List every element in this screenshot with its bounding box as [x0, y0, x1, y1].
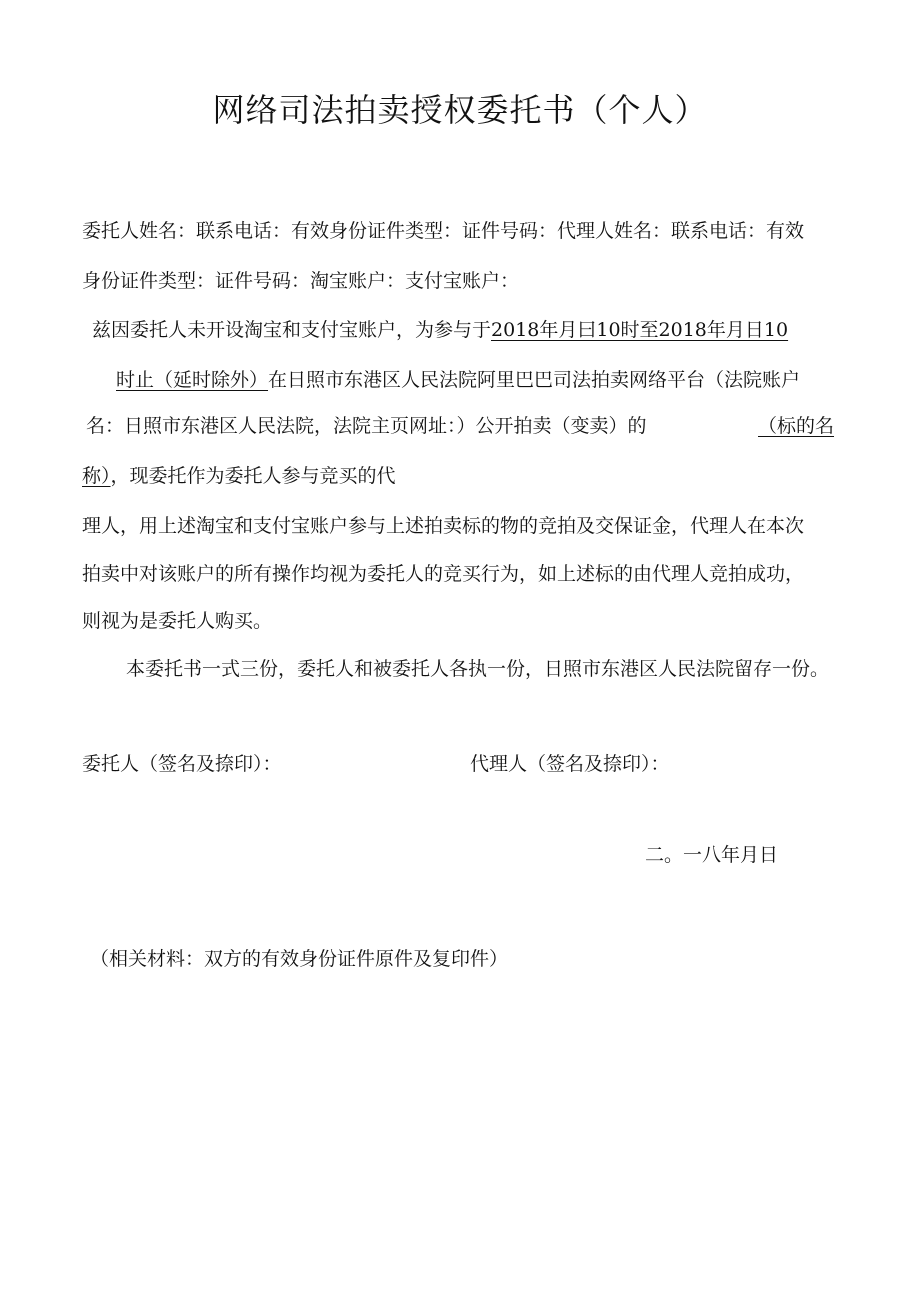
principal-signature-label: 委托人（签名及捺印）：: [82, 753, 282, 775]
auction-period-end: 时止（延时除外）: [116, 369, 269, 391]
body-line-3: [92, 316, 788, 344]
info-line-2: 身份证件类型：证件号码：淘宝账户：支付宝账户：: [82, 270, 520, 292]
subject-name-end: 称）: [82, 465, 111, 487]
materials-note: （相关材料：双方的有效身份证件原件及复印件）: [90, 948, 509, 970]
copies-clause: 本委托书一式三份，委托人和被委托人各执一份，日照市东港区人民法院留存一份。: [126, 658, 830, 680]
auction-period-start: 2018年月曰10时至2018年月日10: [491, 319, 789, 341]
body-line-5: 名：日照市东港区人民法院，法院主页网址：）公开拍卖（变卖）的: [86, 415, 647, 437]
body-line-4-text: 在日照市东港区人民法院阿里巴巴司法拍卖网络平台（法院账户: [268, 369, 801, 391]
subject-name-blank: （标的名: [758, 415, 835, 437]
body-line-3-text: 兹因委托人未开设淘宝和支付宝账户，为参与于: [92, 319, 492, 341]
info-line-1: 委托人姓名：联系电话：有效身份证件类型：证件号码：代理人姓名：联系电话：有效: [82, 220, 805, 242]
document-title: 网络司法拍卖授权委托书（个人）: [212, 91, 708, 129]
body-line-9: 则视为是委托人购买。: [82, 610, 273, 632]
body-line-7: 理人，用上述淘宝和支付宝账户参与上述拍卖标的物的竞拍及交保证金，代理人在本次: [82, 515, 805, 537]
agent-signature-label: 代理人（签名及捺印）：: [470, 753, 670, 775]
body-line-8: 拍卖中对该账户的所有操作均视为委托人的竞买行为，如上述标的由代理人竞拍成功，: [82, 563, 805, 585]
body-line-6-text: ，现委托作为委托人参与竞买的代: [110, 465, 396, 487]
body-line-6: [82, 462, 396, 490]
body-line-4: [116, 366, 800, 394]
document-date: 二。一八年月日: [645, 844, 779, 866]
